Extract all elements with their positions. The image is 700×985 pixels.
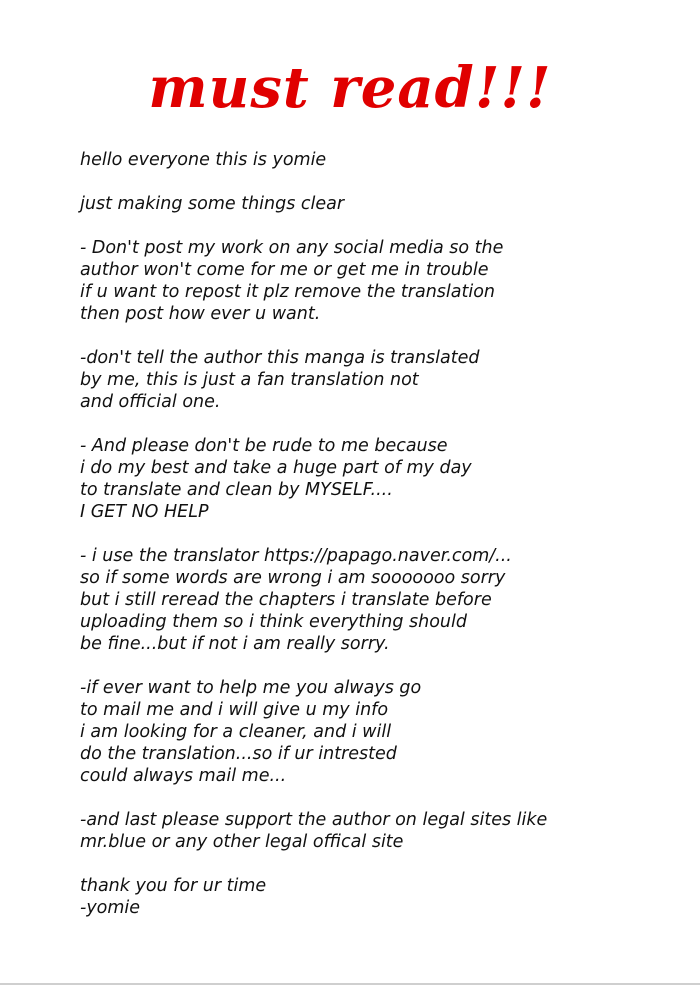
- text-line: author won't come for me or get me in trouble: [80, 260, 489, 280]
- text-line: do the translation...so if ur intrested: [80, 744, 397, 764]
- text-line: then post how ever u want.: [80, 304, 321, 324]
- text-line: -yomie: [80, 898, 141, 918]
- text-line: -don't tell the author this manga is translated: [80, 348, 480, 368]
- notice-paragraph: [80, 193, 680, 215]
- text-line: by me, this is just a fan translation not: [80, 370, 419, 390]
- notice-paragraph: [80, 435, 680, 523]
- text-line: - i use the translator https://papago.naver.com/...: [80, 546, 512, 566]
- text-line: thank you for ur time: [80, 876, 267, 896]
- text-line: I GET NO HELP: [80, 502, 209, 522]
- text-line: - Don't post my work on any social media so the: [80, 238, 504, 258]
- text-line: and official one.: [80, 392, 221, 412]
- text-line: to mail me and i will give u my info: [80, 700, 389, 720]
- text-line: so if some words are wrong i am sooooooo sorry: [80, 568, 506, 588]
- notice-paragraph: [80, 875, 680, 919]
- notice-paragraph: [80, 149, 680, 171]
- text-line: i am looking for a cleaner, and i will: [80, 722, 392, 742]
- text-line: i do my best and take a huge part of my day: [80, 458, 472, 478]
- notice-paragraph: [80, 545, 680, 655]
- text-line: if u want to repost it plz remove the translation: [80, 282, 496, 302]
- text-line: to translate and clean by MYSELF....: [80, 480, 393, 500]
- text-line: just making some things clear: [80, 194, 345, 214]
- text-line: be fine...but if not i am really sorry.: [80, 634, 390, 654]
- notice-paragraph: [80, 347, 680, 413]
- text-line: uploading them so i think everything should: [80, 612, 467, 632]
- text-line: -and last please support the author on legal sites like: [80, 810, 548, 830]
- text-line: - And please don't be rude to me because: [80, 436, 448, 456]
- notice-body: [80, 149, 680, 919]
- notice-paragraph: [80, 809, 680, 853]
- text-line: mr.blue or any other legal offical site: [80, 832, 404, 852]
- text-line: -if ever want to help me you always go: [80, 678, 422, 698]
- page-title: must read!!!: [148, 55, 552, 121]
- text-line: hello everyone this is yomie: [80, 150, 327, 170]
- notice-paragraph: [80, 237, 680, 325]
- text-line: could always mail me...: [80, 766, 287, 786]
- text-line: but i still reread the chapters i translate before: [80, 590, 492, 610]
- notice-paragraph: [80, 677, 680, 787]
